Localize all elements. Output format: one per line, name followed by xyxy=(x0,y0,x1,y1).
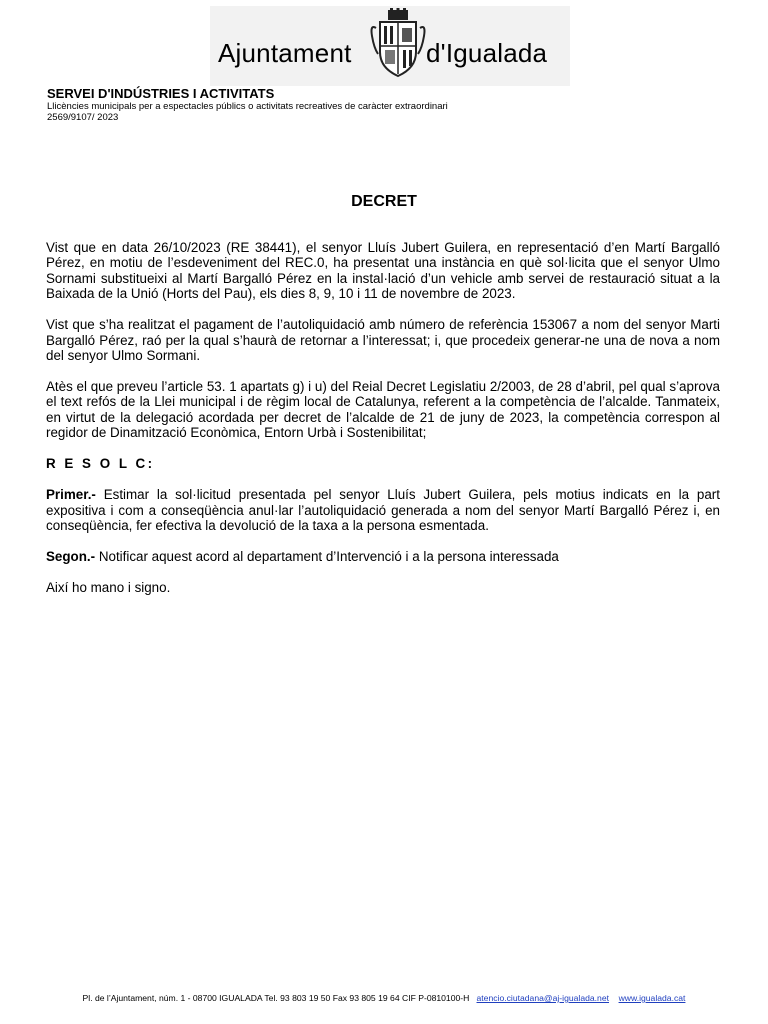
paragraph-request: Vist que en data 26/10/2023 (RE 38441), el senyor Lluís Jubert Guilera, en representació d’en Martí Bargalló Pérez, en motiu de l’esdeveniment del REC.0, ha presentat una instància en què sol·licita que el senyor Ulmo Sornami substitueixi al Martí Bargalló Pérez en la instal·lació d’un vehicle amb servei de restauració situat a la Baixada de la Unió (Horts del Pau), els dies 8, 9, 10 i 11 de novembre de 2023. xyxy=(46,240,720,302)
footer xyxy=(0,993,768,1003)
brand-name-left: Ajuntament xyxy=(218,38,352,68)
footer-email-link[interactable]: atencio.ciutadana@aj-igualada.net xyxy=(476,993,609,1003)
coat-of-arms-icon xyxy=(368,8,428,78)
file-reference: 2569/9107/ 2023 xyxy=(47,112,119,123)
closing-formula: Així ho mano i signo. xyxy=(46,580,171,596)
decree-title: DECRET xyxy=(351,193,417,210)
resolution-second-label: Segon.- xyxy=(46,549,96,565)
brand-name-right: d'Igualada xyxy=(426,38,548,68)
footer-website-link[interactable]: www.igualada.cat xyxy=(618,993,686,1003)
resolution-first-label: Primer.- xyxy=(46,487,96,503)
department-subtitle: Llicències municipals per a espectacles públics o activitats recreatives de caràcter extraordinari xyxy=(47,101,448,112)
footer-address: Pl. de l’Ajuntament, núm. 1 - 08700 IGUALADA Tel. 93 803 19 50 Fax 93 805 19 64 CIF P-0810100-H xyxy=(82,993,470,1003)
resolution-second xyxy=(46,549,720,564)
resolution-first-text: Estimar la sol·licitud presentada pel senyor Lluís Jubert Guilera, pels motius indicats en la part expositiva i com a conseqüència anul·lar l’autoliquidació generada a nom del senyor Martí Bargalló Pérez i, en conseqüència, fer efectiva la devolució de la taxa a la persona esmentada. xyxy=(46,487,720,534)
resolution-second-text: Notificar aquest acord al departament d’Intervenció i a la persona interessada xyxy=(95,549,559,565)
paragraph-payment: Vist que s’ha realitzat el pagament de l’autoliquidació amb número de referència 153067 a nom del senyor Marti Bargalló Pérez, raó per la qual s’haurà de retornar a l’interessat; i, que procedeix generar-ne una de nova a nom del senyor Ulmo Sormani. xyxy=(46,317,720,364)
paragraph-legal-basis: Atès el que preveu l’article 53. 1 apartats g) i u) del Reial Decret Legislatiu 2/2003, de 28 d’abril, pel qual s’aprova el text refós de la Llei municipal i de règim local de Catalunya, referent a la competència de l’alcalde. Tanmateix, en virtut de la delegació acordada per decret de l’alcalde de 21 de juny de 2023, la competència correspon al regidor de Dinamització Econòmica, Entorn Urbà i Sostenibilitat; xyxy=(46,379,720,441)
resolve-heading: R E S O L C: xyxy=(46,456,155,472)
decree-body xyxy=(46,240,720,611)
department-title: SERVEI D'INDÚSTRIES I ACTIVITATS xyxy=(47,86,275,101)
department-header xyxy=(47,86,448,123)
resolution-first xyxy=(46,487,720,533)
